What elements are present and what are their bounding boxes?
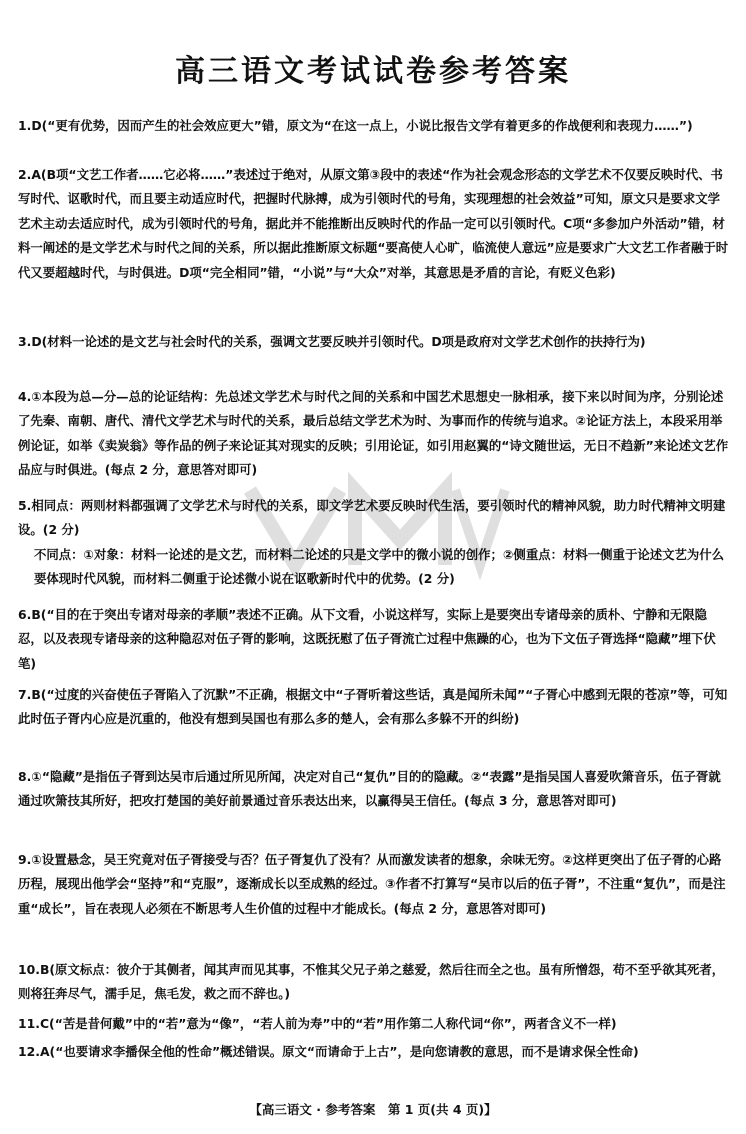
answer-item-2: 2.A(B项“文艺工作者……它必将……”表述过于绝对，从原文第③段中的表述“作为社会观念形态的文学艺术不仅要反映时代、书写时代、讴歌时代，而且要主动适应时代，把握时代脉搏，成为引领时代的号角，实现理想的社会效益”可知，原文只是要求文学艺术主动去适应时代，成为引领时代的号角，据此并不能推断出反映时代的作品一定可以引领时代。C项“多参加户外活动”错，材料一阐述的是文学艺术与时代之间的关系，所以据此推断原文标题“要高使人心旷，临流使人意远”应是要求广大文艺工作者融于时代又要超越时代，与时俱进。D项“完全相同”错，“小说”与“大众”对举，其意思是矛盾的言论，有贬义色彩): [18, 167, 729, 280]
answer-item-11: 11.C(“苦是昔何戴”中的“若”意为“像”，“若人前为寿”中的“若”用作第二人称代词“你”，两者含义不一样): [18, 1016, 617, 1031]
answer-item-10: 10.B(原文标点：彼介于其侧者，闻其声而见其事，不惟其父兄子弟之慈爱，然后往而全之也。虽有所憎怨，苟不至乎欲其死者，则将狂奔尽气，濡手足，焦毛发，救之而不辞也。): [18, 962, 725, 1002]
answer-item-3: 3.D(材料一论述的是文艺与社会时代的关系，强调文艺要反映并引领时代。D项是政府对文学艺术创作的扶持行为): [18, 334, 646, 349]
answer-item-9: 9.①设置悬念，吴王究竟对伍子胥接受与否？伍子胥复仇了没有？从而激发读者的想象，余味无穷。②这样更突出了伍子胥的心路历程，展现出他学会“坚持”和“克服”，逐渐成长以至成熟的经过。③作者不打算写“吴市以后的伍子胥”，不注重“复仇”，而是注重“成长”，旨在表现人必须在不断思考人生价值的过程中才能成长。(每点 2 分，意思答对即可): [18, 852, 726, 916]
answer-item-8: 8.①“隐藏”是指伍子胥到达吴市后通过所见所闻，决定对自己“复仇”目的的隐藏。②“表露”是指吴国人喜爱吹箫音乐，伍子胥就通过吹箫技其所好，把攻打楚国的美好前景通过音乐表达出来，以赢得吴王信任。(每点 3 分，意思答对即可): [18, 769, 721, 809]
answer-item-6: 6.B(“目的在于突出专诸对母亲的孝顺”表述不正确。从下文看，小说这样写，实际上是要突出专诸母亲的质朴、宁静和无限隐忍，以及表现专诸母亲的这种隐忍对伍子胥的影响，这既抚慰了伍子胥流亡过程中焦躁的心，也为下文伍子胥选择“隐藏”埋下伏笔): [18, 607, 716, 671]
answer-item-4: 4.①本段为总—分—总的论证结构：先总述文学艺术与时代之间的关系和中国艺术思想史一脉相承，接下来以时间为序，分别论述了先秦、南朝、唐代、清代文学艺术与时代的关系，最后总结文学艺术为时、为事而作的传统与追求。②论证方法上，本段采用举例论证，如举《卖炭翁》等作品的例子来论证其对现实的反映；引用论证，如引用赵翼的“诗文随世运，无日不趋新”来论述文艺作品应与时俱进。(每点 2 分，意思答对即可): [18, 389, 729, 478]
answer-item-7: 7.B(“过度的兴奋使伍子胥陷入了沉默”不正确，根据文中“子胥听着这些话，真是闻所未闻”“子胥心中感到无限的苍凉”等，可知此时伍子胥内心应是沉重的，他没有想到吴国也有那么多的楚人，会有那么多躲不开的纠纷): [18, 687, 728, 727]
page-title: 高三语文考试试卷参考答案: [175, 54, 571, 89]
answer-item-12: 12.A(“也要请求李播保全他的性命”概述错误。原文“而请命于上古”，是向您请教的意思，而不是请求保全性命): [18, 1044, 639, 1059]
answer-item-5-extra: 不同点：①对象：材料一论述的是文艺，而材料二论述的只是文学中的微小说的创作；②侧重点：材料一侧重于论述文艺为什么要体现时代风貌，而材料二侧重于论述微小说在讴歌新时代中的优势。(2 分): [34, 546, 725, 587]
answer-item-1: 1.D(“更有优势，因而产生的社会效应更大”错，原文为“在这一点上，小说比报告文学有着更多的作战便利和表现力……”): [18, 118, 693, 133]
answer-item-5: 5.相同点：两则材料都强调了文学艺术与时代的关系，即文学艺术要反映时代生活，要引领时代的精神风貌，助力时代精神文明建设。(2 分) 不同点：①对象：材料一论述的是文艺，而材料二论述的只是文学中的微小说的创作；②侧重点：材料一侧重于论述文艺为什么要体现时代风貌，而材料二侧重于论述微小说在讴歌新时代中的优势。(2 分): [18, 494, 730, 592]
page-footer: 【高三语文 · 参考答案 第 1 页(共 4 页)】: [249, 1102, 497, 1117]
